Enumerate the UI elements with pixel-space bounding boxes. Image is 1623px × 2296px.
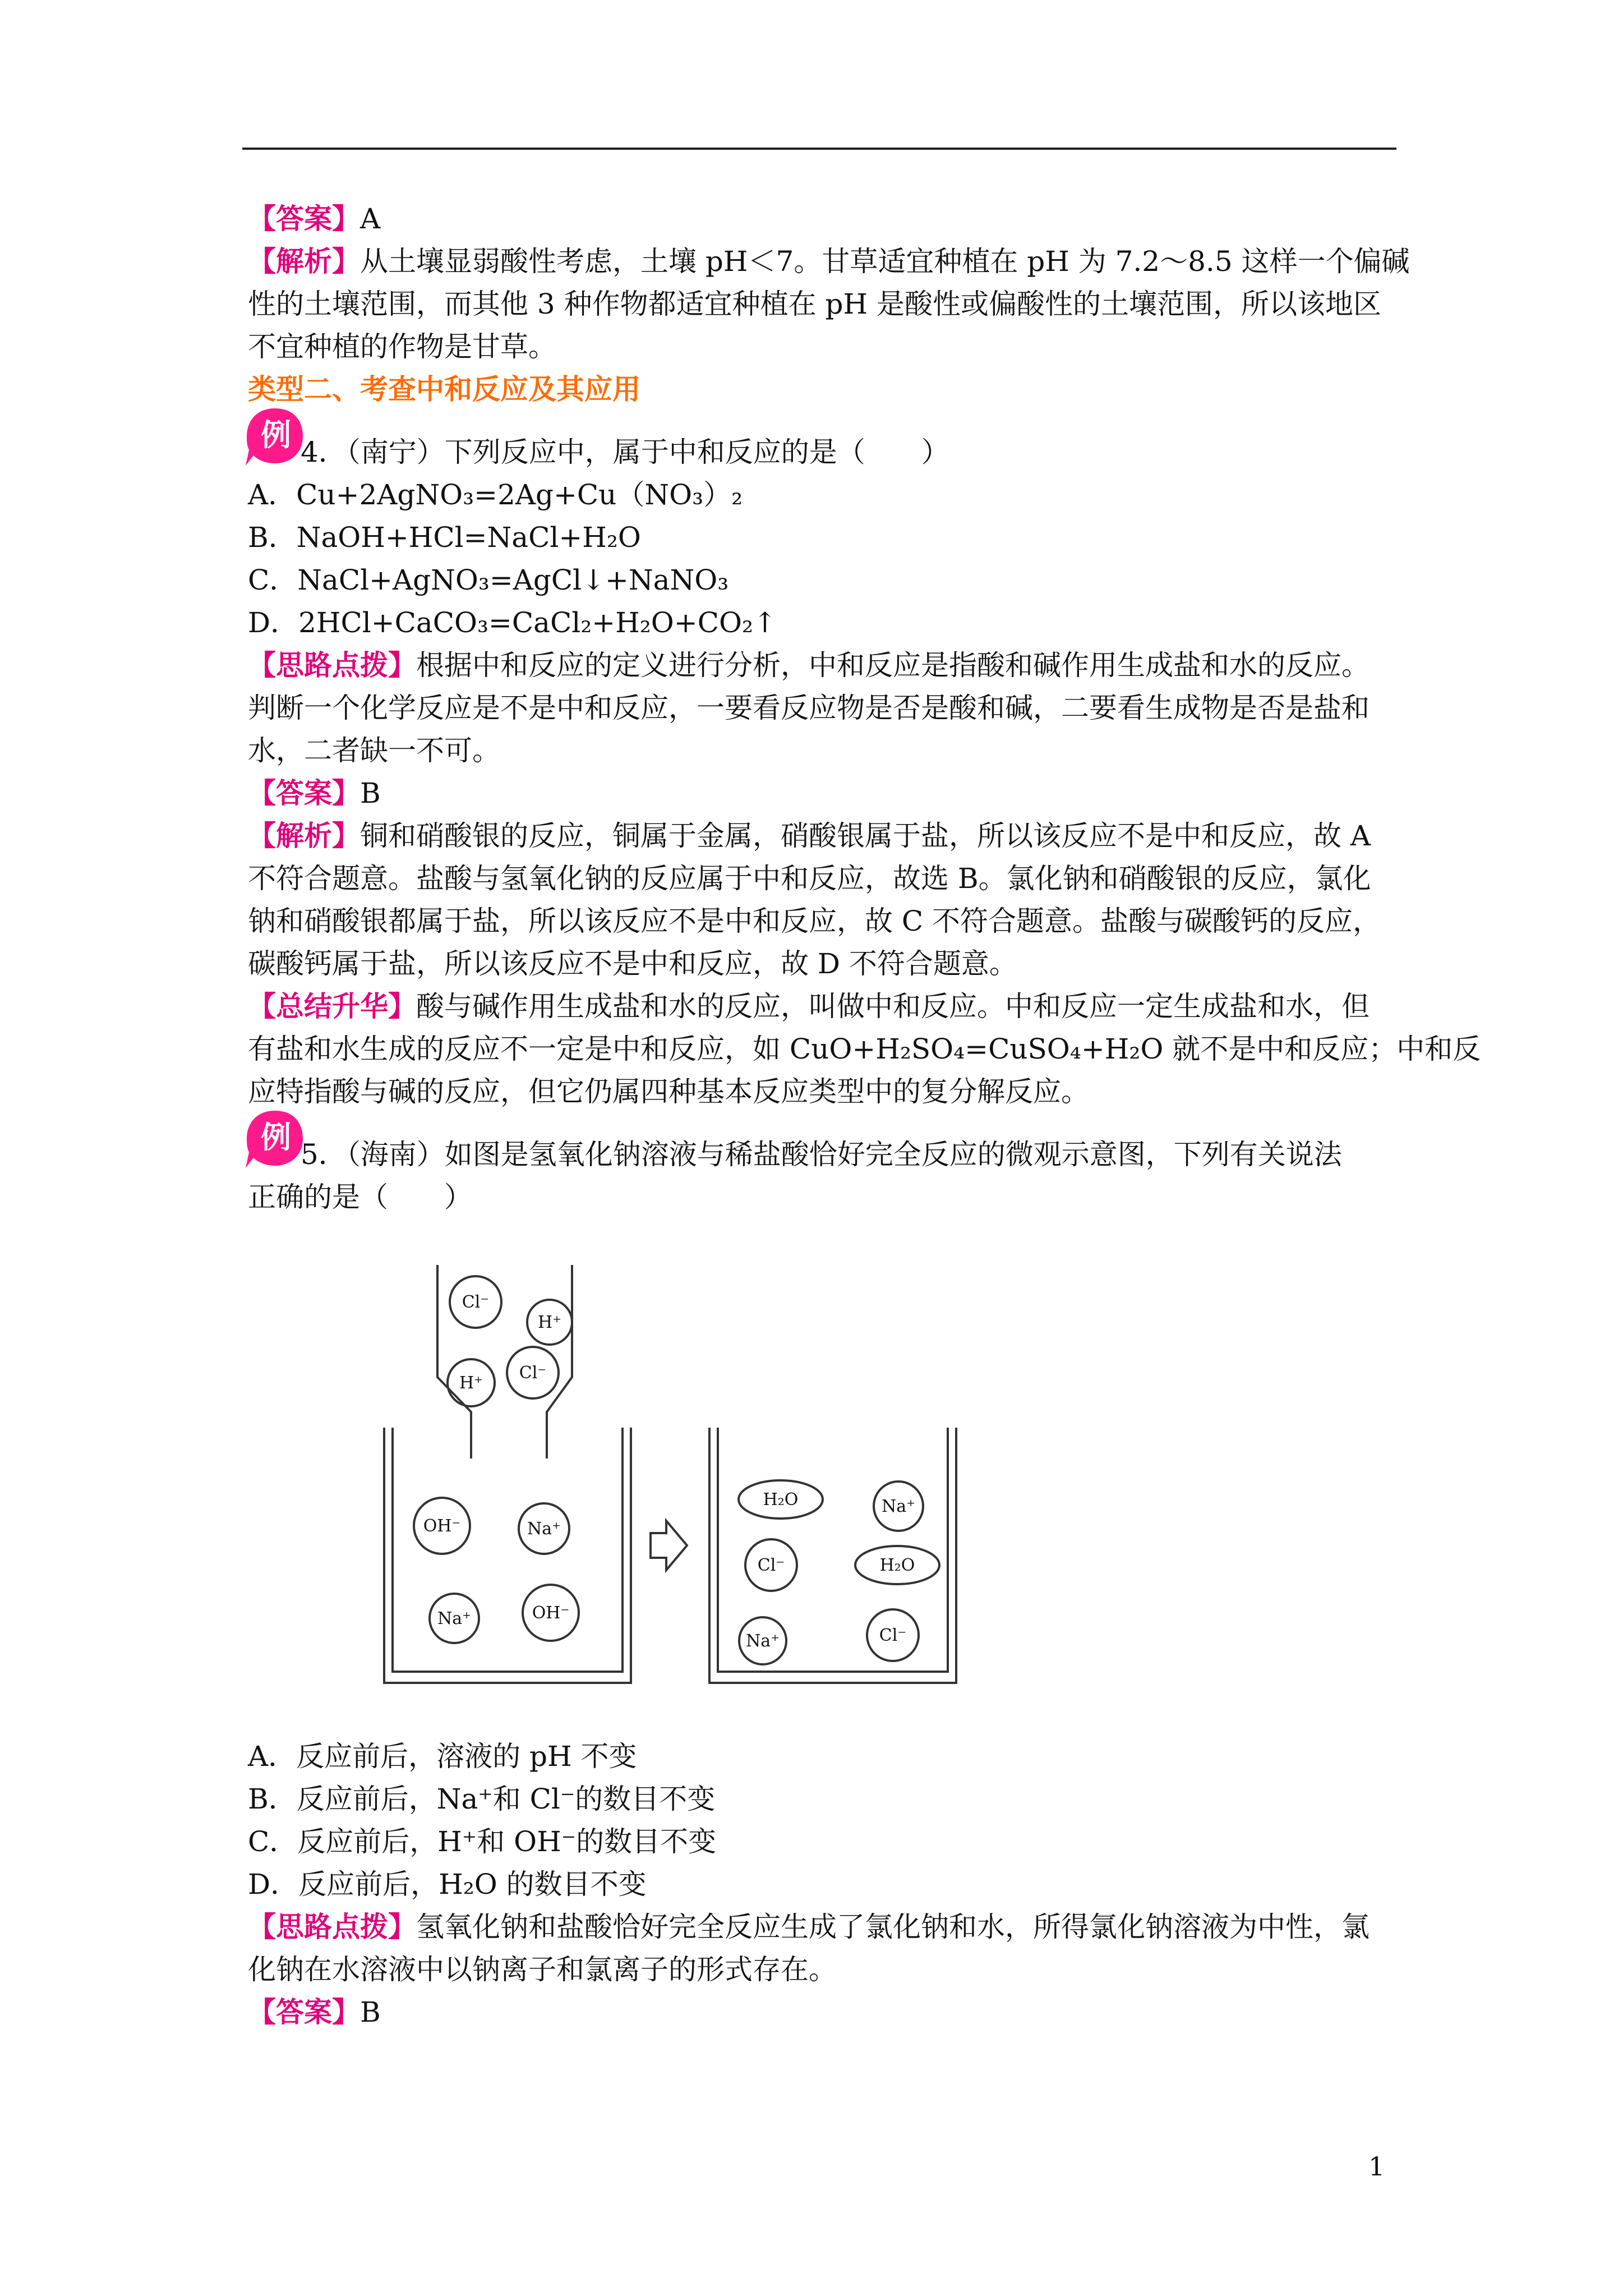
q4-option-b: B．NaOH+HCl=NaCl+H₂O <box>248 521 641 554</box>
svg-text:Na⁺: Na⁺ <box>437 1609 471 1628</box>
answer-tag: 【答案】 <box>248 202 360 235</box>
reaction-diagram <box>376 1265 981 1697</box>
svg-text:H₂O: H₂O <box>879 1556 915 1575</box>
q5-option-d: D．反应前后，H₂O 的数目不变 <box>248 1868 647 1901</box>
q4-hint-line-2: 判断一个化学反应是不是中和反应，一要看反应物是否是酸和碱，二要看生成物是否是盐和 <box>248 692 1370 724</box>
analysis-1-line-1: 【解析】从土壤显弱酸性考虑，土壤 pH＜7。甘草适宜种植在 pH 为 7.2～8.5 这样一个偏碱 <box>248 245 1410 278</box>
q4-stem: 4．（南宁）下列反应中，属于中和反应的是（ ） <box>301 436 949 468</box>
analysis-1-line-3: 不宜种植的作物是甘草。 <box>248 330 556 363</box>
water-molecule <box>855 1546 939 1584</box>
ion-particle <box>450 1276 501 1328</box>
q5-options <box>248 1735 1392 2033</box>
ion-particle <box>867 1609 919 1661</box>
example-badge-icon <box>243 1107 306 1170</box>
q4-option-a: A．Cu+2AgNO₃=2Ag+Cu（NO₃）₂ <box>248 478 743 511</box>
svg-text:OH⁻: OH⁻ <box>532 1603 570 1623</box>
q4-summary-line-1: 【总结升华】酸与碱作用生成盐和水的反应，叫做中和反应。中和反应一定生成盐和水，但 <box>248 990 1370 1023</box>
analysis-tag: 【解析】 <box>248 245 360 278</box>
answer-1 <box>248 197 1392 240</box>
ion-particle <box>527 1300 572 1345</box>
example-badge-icon <box>243 405 306 468</box>
reaction-arrow-icon <box>651 1521 687 1570</box>
q4-summary-line-2: 有盐和水生成的反应不一定是中和反应，如 CuO+H₂SO₄=CuSO₄+H₂O 就不是中和反应；中和反 <box>248 1033 1481 1065</box>
q5-option-b: B．反应前后，Na⁺和 Cl⁻的数目不变 <box>248 1783 716 1815</box>
beaker-left <box>384 1428 631 1683</box>
q4-analysis-line-2: 不符合题意。盐酸与氢氧化钠的反应属于中和反应，故选 B。氯化钠和硝酸银的反应，氯化 <box>248 862 1371 895</box>
q4-analysis-line-1: 【解析】铜和硝酸银的反应，铜属于金属，硝酸银属于盐，所以该反应不是中和反应，故 A <box>248 819 1371 852</box>
svg-text:OH⁻: OH⁻ <box>423 1516 461 1536</box>
page-number: 1 <box>1368 2151 1385 2182</box>
header-rule <box>242 148 1396 150</box>
q4-option-d: D．2HCl+CaCO₃=CaCl₂+H₂O+CO₂↑ <box>248 606 777 639</box>
ion-particle <box>507 1347 559 1398</box>
q5-hint-line-1: 【思路点拨】氢氧化钠和盐酸恰好完全反应生成了氯化钠和水，所得氯化钠溶液为中性，氯 <box>248 1910 1370 1943</box>
ion-particle <box>430 1594 479 1643</box>
svg-text:例: 例 <box>261 1120 291 1155</box>
svg-text:Cl⁻: Cl⁻ <box>519 1363 547 1383</box>
ion-particle <box>745 1539 797 1591</box>
ion-particle <box>519 1503 569 1554</box>
svg-text:Na⁺: Na⁺ <box>527 1519 561 1539</box>
dropper-tube <box>437 1265 572 1458</box>
svg-text:Cl⁻: Cl⁻ <box>879 1626 907 1645</box>
q4-hint-line-3: 水，二者缺一不可。 <box>248 734 500 767</box>
ion-particle <box>874 1481 923 1531</box>
analysis-1-line-2: 性的土壤范围，而其他 3 种作物都适宜种植在 pH 是酸性或偏酸性的土壤范围，所以该地区 <box>248 288 1381 320</box>
q5-stem-line-1: 5．（海南）如图是氢氧化钠溶液与稀盐酸恰好完全反应的微观示意图，下列有关说法 <box>301 1138 1342 1171</box>
q4-answer: 【答案】B <box>248 776 381 809</box>
q4-option-c: C．NaCl+AgNO₃=AgCl↓+NaNO₃ <box>248 564 729 596</box>
svg-text:Na⁺: Na⁺ <box>882 1497 915 1516</box>
ion-particle <box>523 1585 579 1641</box>
svg-text:Cl⁻: Cl⁻ <box>462 1292 490 1312</box>
svg-text:Na⁺: Na⁺ <box>746 1631 780 1651</box>
answer-text: A <box>360 203 381 235</box>
q5-hint-line-2: 化钠在水溶液中以钠离子和氯离子的形式存在。 <box>248 1953 837 1986</box>
q5-stem-line-2: 正确的是（ ） <box>248 1181 472 1213</box>
main-content <box>248 197 1481 1218</box>
ion-particle <box>414 1498 470 1554</box>
ion-particle <box>448 1359 495 1406</box>
svg-text:例: 例 <box>261 417 291 453</box>
q4-summary-line-3: 应特指酸与碱的反应，但它仍属四种基本反应类型中的复分解反应。 <box>248 1075 1089 1108</box>
svg-text:H⁺: H⁺ <box>459 1373 483 1393</box>
svg-text:H⁺: H⁺ <box>538 1313 561 1332</box>
section-heading: 类型二、考查中和反应及其应用 <box>248 372 640 406</box>
ion-particle <box>739 1617 786 1664</box>
q5-option-c: C．反应前后，H⁺和 OH⁻的数目不变 <box>248 1825 717 1858</box>
q4-analysis-line-3: 钠和硝酸银都属于盐，所以该反应不是中和反应，故 C 不符合题意。盐酸与碳酸钙的反应， <box>248 905 1381 937</box>
q4-hint-line-1: 【思路点拨】根据中和反应的定义进行分析，中和反应是指酸和碱作用生成盐和水的反应。 <box>248 648 1370 682</box>
q4-analysis-line-4: 碳酸钙属于盐，所以该反应不是中和反应，故 D 不符合题意。 <box>248 947 1017 980</box>
svg-text:H₂O: H₂O <box>763 1490 799 1510</box>
svg-text:Cl⁻: Cl⁻ <box>757 1556 785 1575</box>
q5-answer: 【答案】B <box>248 1995 381 2028</box>
water-molecule <box>739 1480 823 1519</box>
q5-option-a: A．反应前后，溶液的 pH 不变 <box>248 1740 637 1773</box>
